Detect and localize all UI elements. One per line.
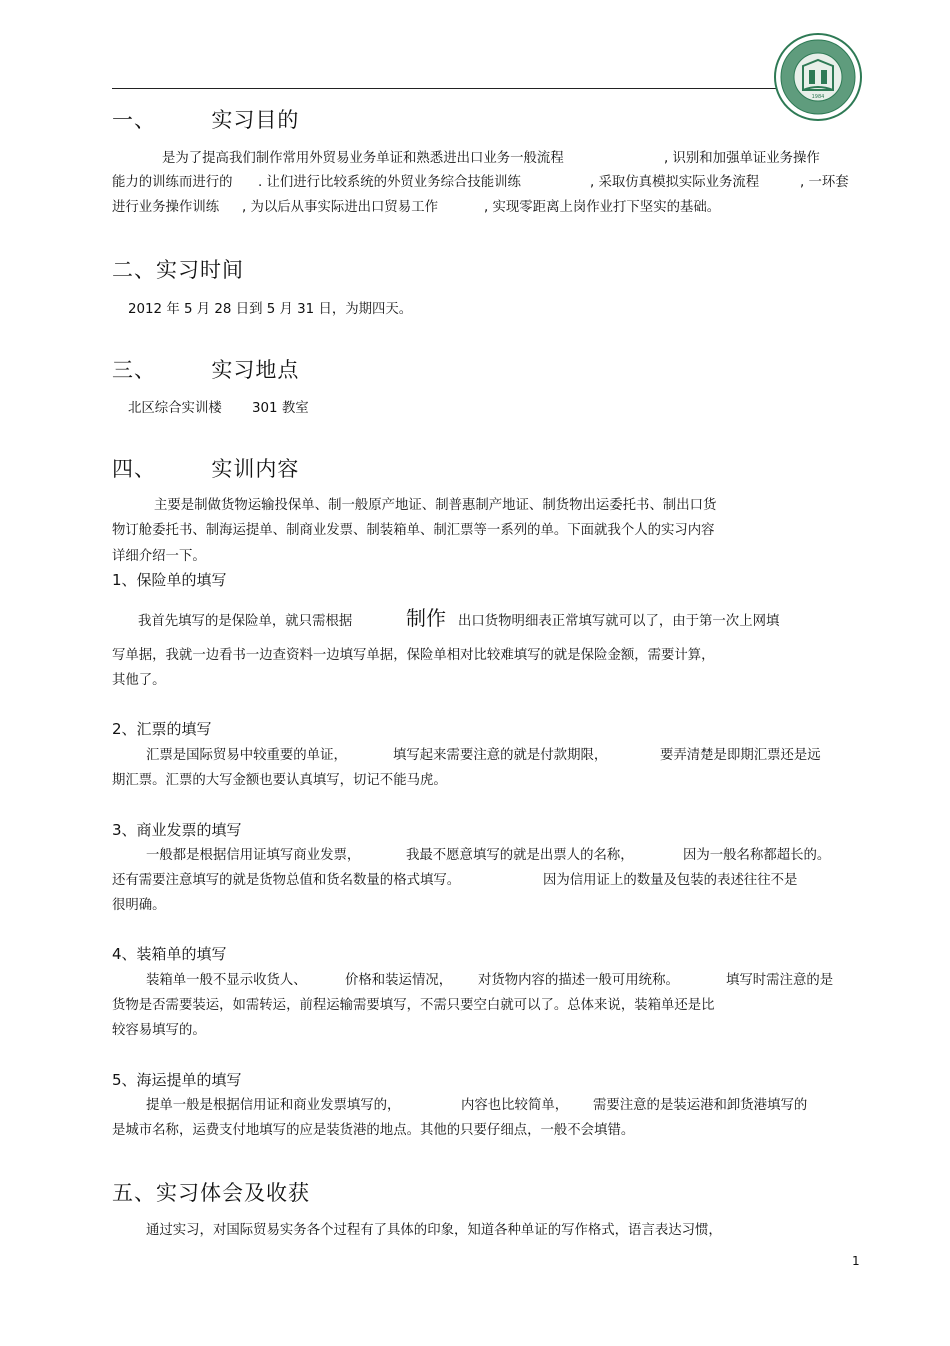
item-2-line2: 期汇票。汇票的大写金额也要认真填写，切记不能马虎。 [112, 773, 447, 788]
item-3-line3: 很明确。 [112, 898, 166, 913]
item-2-title: 2、汇票的填写 [112, 720, 212, 738]
section-1-heading [112, 104, 299, 134]
item-4-title: 4、装箱单的填写 [112, 945, 227, 963]
item-4-line3: 较容易填写的。 [112, 1023, 206, 1038]
item-4-line2: 货物是否需要装运，如需转运，前程运输需要填写，不需只要空白就可以了。总体来说，装箱单还是比 [112, 998, 715, 1013]
s1-line3-a: 进行业务操作训练 [112, 200, 220, 215]
item-4-line1-c: 对货物内容的描述一般可用统称。 [478, 973, 679, 988]
section-1-number: 一、 [112, 108, 156, 132]
s1-line3-b: , 为以后从事实际进出口贸易工作 [242, 200, 438, 215]
item-4-line1-b: 价格和装运情况， [345, 973, 453, 988]
item-1-line2: 写单据，我就一边看书一边查资料一边填写单据，保险单相对比较难填写的就是保险金额，需要计算， [112, 648, 715, 663]
header-rule [112, 88, 780, 89]
section-3-heading [112, 354, 299, 384]
section-5-heading: 五、实习体会及收获 [112, 1181, 310, 1205]
s1-line1-b: , 识别和加强单证业务操作 [664, 151, 820, 166]
item-3-line1-b: 我最不愿意填写的就是出票人的名称， [406, 848, 634, 863]
college-logo [773, 32, 863, 122]
s5-line: 通过实习，对国际贸易实务各个过程有了具体的印象，知道各种单证的写作格式，语言表达习惯， [146, 1223, 722, 1238]
section-2-heading: 二、实习时间 [112, 258, 244, 282]
item-1-line1-b: 出口货物明细表正常填写就可以了，由于第一次上网填 [458, 614, 780, 629]
section-3-number: 三、 [112, 358, 156, 382]
section-1-title: 实习目的 [211, 108, 300, 132]
s1-line3-c: , 实现零距离上岗作业打下坚实的基础。 [484, 200, 721, 215]
s1-line2-c: , 采取仿真模拟实际业务流程 [590, 175, 760, 190]
item-2-line1-b: 填写起来需要注意的就是付款期限， [393, 748, 608, 763]
s4-intro-2: 物订舱委托书、制海运提单、制商业发票、制装箱单、制汇票等一系列的单。下面就我个人的实习内容 [112, 523, 715, 538]
s3-line-b: 301 教室 [252, 401, 309, 416]
s4-intro-3: 详细介绍一下。 [112, 549, 206, 564]
item-4-line1-a: 装箱单一般不显示收货人、 [146, 973, 307, 988]
svg-text:1984: 1984 [811, 94, 825, 100]
s3-line-a: 北区综合实训楼 [128, 401, 222, 416]
section-4-heading [112, 453, 299, 483]
item-5-line1-a: 提单一般是根据信用证和商业发票填写的， [146, 1098, 401, 1113]
item-1-line1-big: 制作 [406, 606, 446, 630]
page-number: 1 [852, 1254, 860, 1268]
item-3-line2-a: 还有需要注意填写的就是货物总值和货名数量的格式填写。 [112, 873, 461, 888]
section-4-number: 四、 [112, 457, 156, 481]
item-5-line1-b: 内容也比较简单， [461, 1098, 569, 1113]
s1-line2-d: , 一环套 [800, 175, 849, 190]
item-3-line2-b: 因为信用证上的数量及包装的表述往往不是 [543, 873, 798, 888]
item-3-line1-a: 一般都是根据信用证填写商业发票， [146, 848, 361, 863]
item-2-line1-c: 要弄清楚是即期汇票还是远 [660, 748, 821, 763]
s1-line2-b: . 让们进行比较系统的外贸业务综合技能训练 [258, 175, 521, 190]
s4-intro-1: 主要是制做货物运输投保单、制一般原产地证、制普惠制产地证、制货物出运委托书、制出口货 [154, 498, 717, 513]
item-1-title: 1、保险单的填写 [112, 571, 227, 589]
item-5-line1-c: 需要注意的是装运港和卸货港填写的 [593, 1098, 808, 1113]
item-5-title: 5、海运提单的填写 [112, 1071, 242, 1089]
item-3-title: 3、商业发票的填写 [112, 821, 242, 839]
s2-line: 2012 年 5 月 28 日到 5 月 31 日，为期四天。 [128, 302, 413, 317]
item-2-line1-a: 汇票是国际贸易中较重要的单证， [146, 748, 347, 763]
item-3-line1-c: 因为一般名称都超长的。 [683, 848, 831, 863]
section-3-title: 实习地点 [211, 358, 300, 382]
s1-line1-a: 是为了提高我们制作常用外贸易业务单证和熟悉进出口业务一般流程 [162, 151, 564, 166]
item-1-line1-a: 我首先填写的是保险单，就只需根据 [138, 614, 353, 629]
section-4-title: 实训内容 [211, 457, 300, 481]
item-4-line1-d: 填写时需注意的是 [726, 973, 834, 988]
s1-line2-a: 能力的训练而进行的 [112, 175, 233, 190]
item-1-line3: 其他了。 [112, 673, 166, 688]
item-5-line2: 是城市名称，运费支付地填写的应是装货港的地点。其他的只要仔细点，一般不会填错。 [112, 1123, 635, 1138]
